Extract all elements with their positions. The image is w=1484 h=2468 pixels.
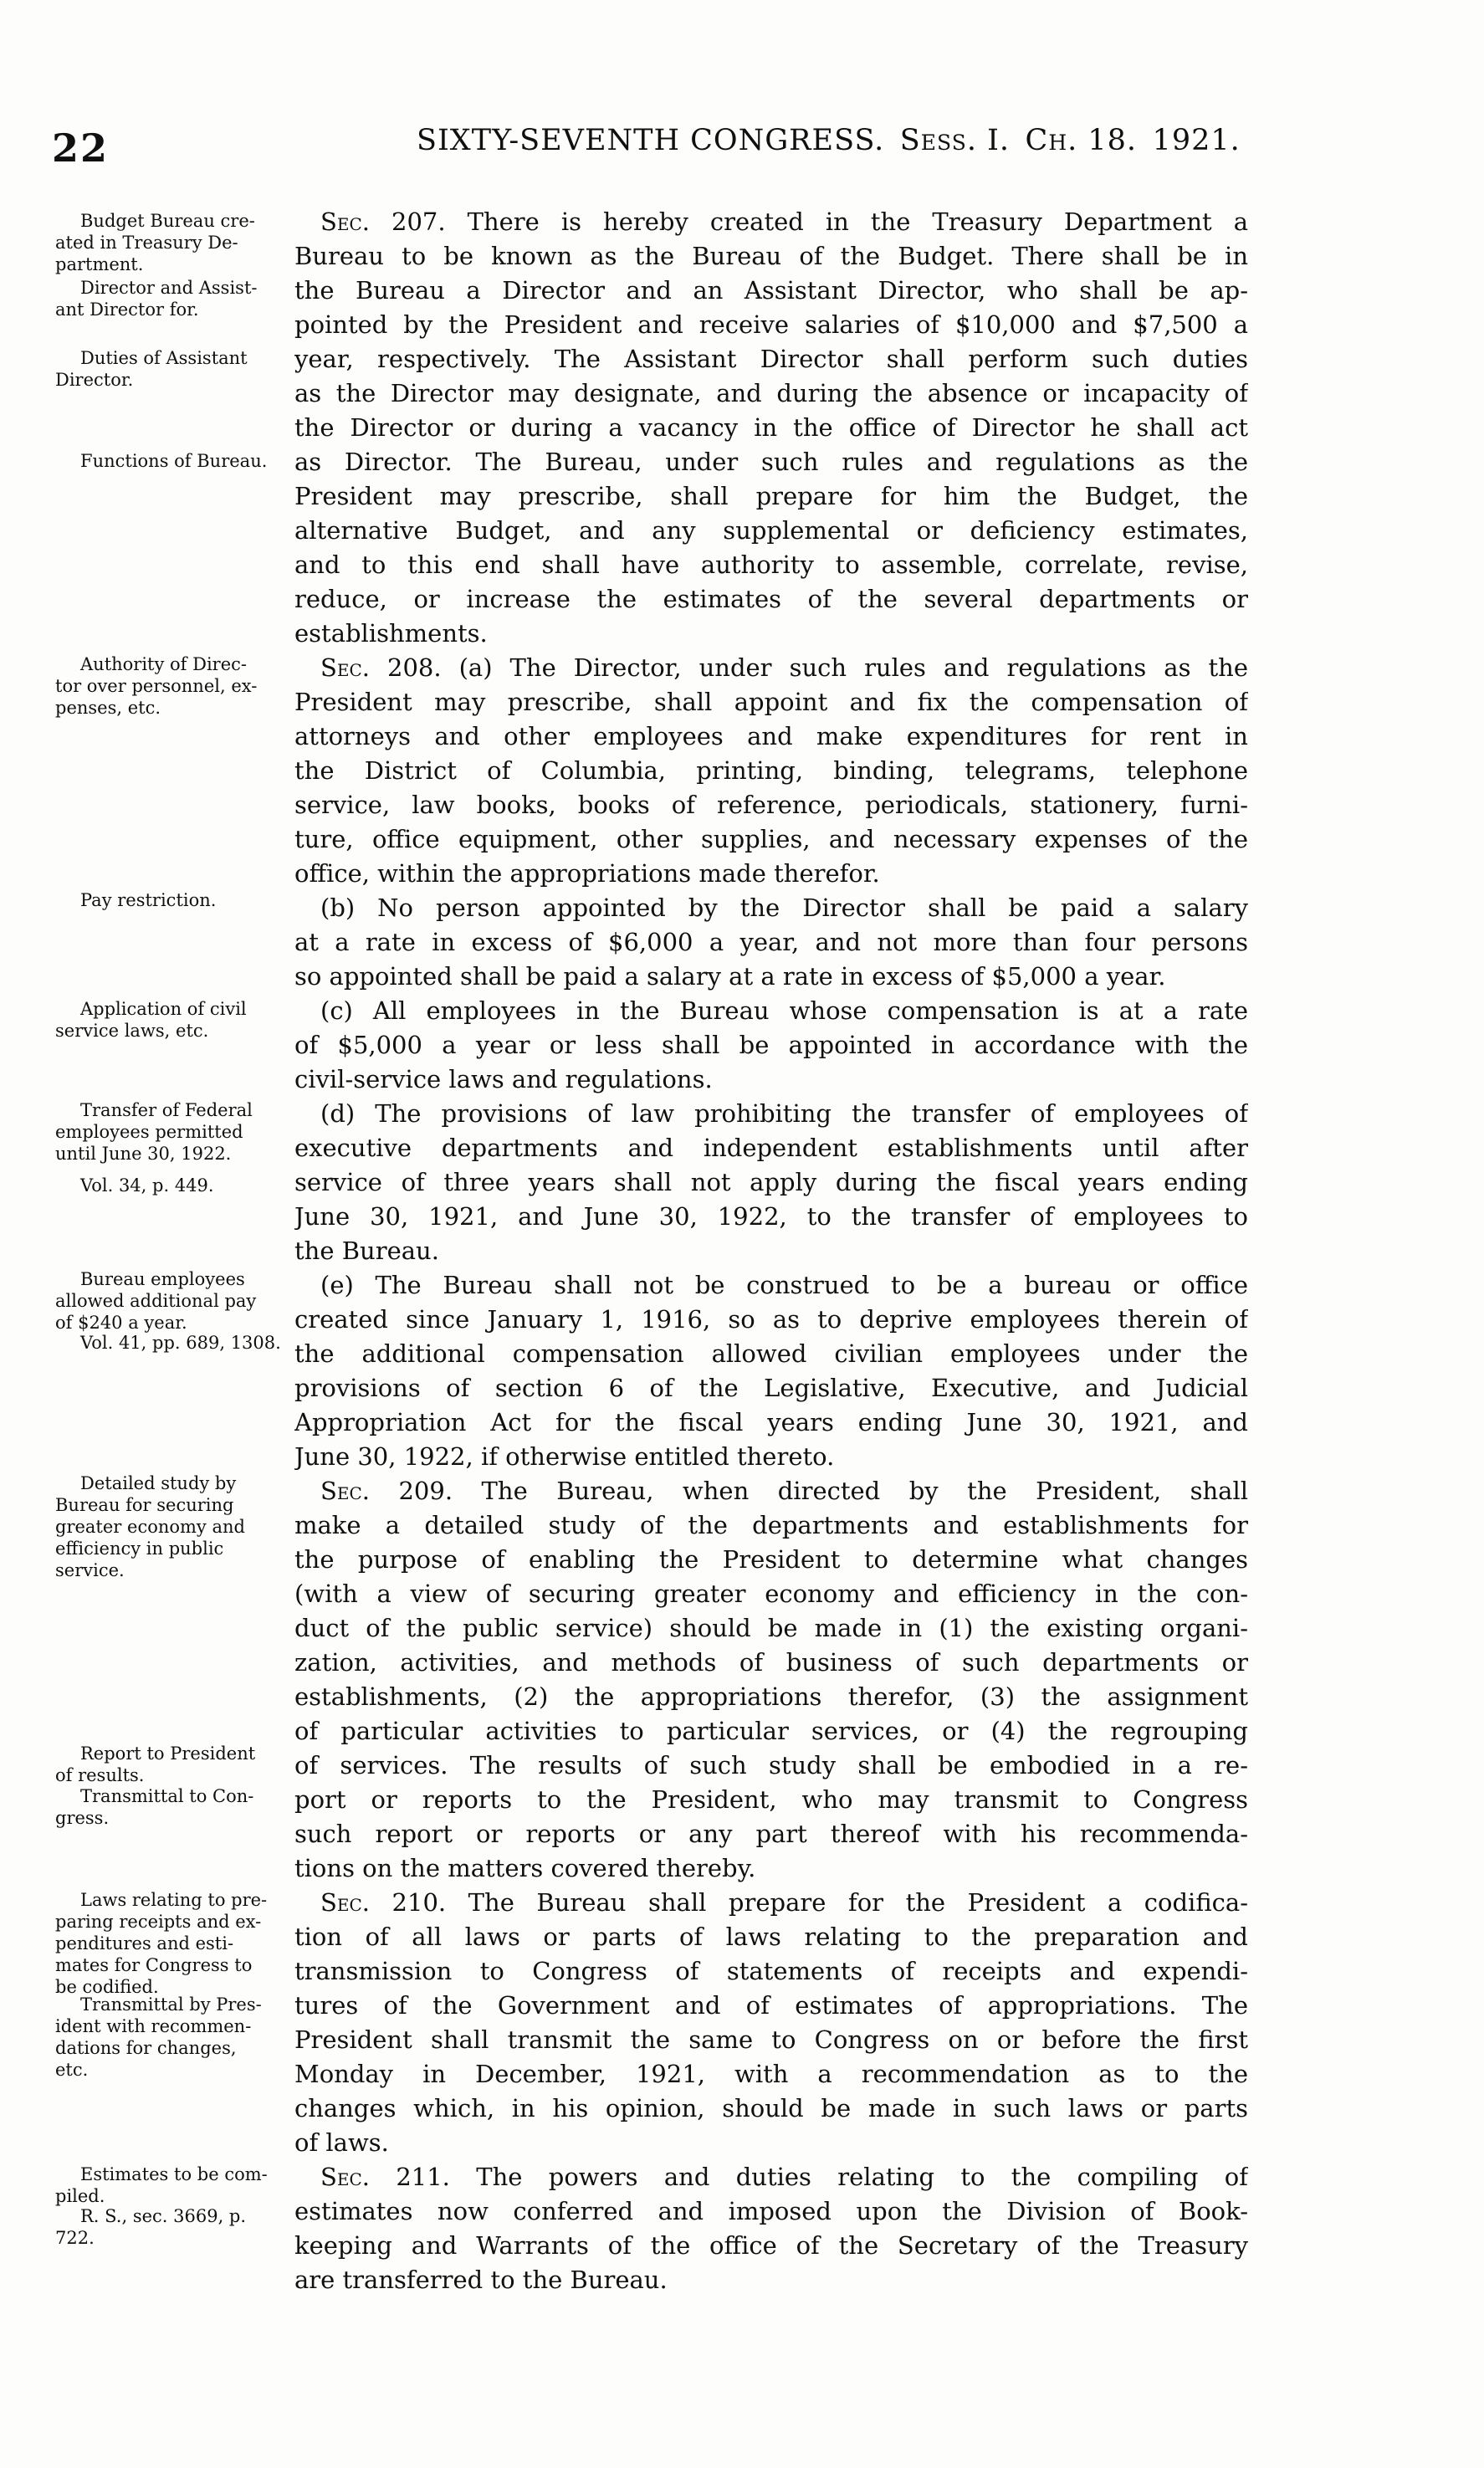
- body-line: created since January 1, 1916, so as to deprive employees therein of: [294, 1305, 1248, 1334]
- body-line: keeping and Warrants of the office of the Secretary of the Treasury: [294, 2231, 1248, 2260]
- body-line: Sec. 211. The powers and duties relating to the compiling of: [320, 2163, 1248, 2191]
- body-line: tures of the Government and of estimates of appropriations. The: [294, 1991, 1248, 2020]
- margin-note-line: R. S., sec. 3669, p.: [80, 2206, 247, 2226]
- margin-note: [55, 1889, 296, 1998]
- body-line: Appropriation Act for the fiscal years ending June 30, 1921, and: [294, 1408, 1248, 1436]
- body-line: reduce, or increase the estimates of the several departments or: [294, 585, 1248, 613]
- margin-note: [55, 1994, 296, 2081]
- body-line: transmission to Congress of statements of receipts and expendi-: [294, 1957, 1248, 1985]
- margin-note-line: paring receipts and ex-: [55, 1912, 262, 1932]
- margin-note-line: Vol. 41, pp. 689, 1308.: [80, 1333, 281, 1353]
- margin-note-line: Budget Bureau cre-: [80, 211, 255, 231]
- margin-note-line: gress.: [55, 1808, 110, 1828]
- section-number: Sec. 208.: [320, 653, 442, 682]
- body-line: tions on the matters covered thereby.: [294, 1854, 756, 1882]
- body-line: June 30, 1921, and June 30, 1922, to the transfer of employees to: [294, 1202, 1248, 1231]
- margin-note-line: dations for changes,: [55, 2038, 237, 2058]
- margin-note: [55, 1099, 296, 1165]
- body-line: pointed by the President and receive salaries of $10,000 and $7,500 a: [294, 310, 1248, 339]
- margin-note: [55, 2163, 296, 2207]
- body-line: Bureau to be known as the Bureau of the Budget. There shall be in: [294, 242, 1248, 270]
- margin-note-line: tor over personnel, ex-: [55, 676, 258, 696]
- body-line: provisions of section 6 of the Legislative, Executive, and Judicial: [294, 1374, 1248, 1402]
- body-line: Sec. 210. The Bureau shall prepare for the President a codifica-: [320, 1888, 1248, 1917]
- margin-note-line: allowed additional pay: [55, 1291, 257, 1311]
- body-line: service, law books, books of reference, periodicals, stationery, furni-: [294, 791, 1248, 819]
- margin-note-line: efficiency in public: [55, 1539, 224, 1559]
- margin-note-line: partment.: [55, 254, 144, 274]
- body-line: the District of Columbia, printing, binding, telegrams, telephone: [294, 756, 1248, 785]
- margin-note-line: Bureau for securing: [55, 1495, 234, 1515]
- body-line: of laws.: [294, 2128, 389, 2157]
- margin-note: [55, 277, 296, 320]
- margin-note-line: ident with recommen-: [55, 2016, 252, 2036]
- margin-note: [55, 653, 296, 719]
- margin-note: [55, 998, 296, 1042]
- body-line: civil-service laws and regulations.: [294, 1065, 713, 1093]
- margin-note: [55, 2205, 296, 2249]
- margin-note: [55, 1175, 296, 1196]
- margin-note-line: service laws, etc.: [55, 1021, 209, 1041]
- margin-note-line: Bureau employees: [80, 1269, 245, 1289]
- body-line: make a detailed study of the departments and establishments for: [294, 1511, 1248, 1539]
- margin-note-line: Estimates to be com-: [80, 2164, 268, 2184]
- section-number: Sec. 210.: [320, 1888, 447, 1917]
- margin-note-line: Laws relating to pre-: [80, 1890, 268, 1910]
- margin-note: [55, 1785, 296, 1829]
- margin-note: [55, 1268, 296, 1334]
- margin-note-line: Application of civil: [80, 999, 247, 1019]
- margin-note-line: of results.: [55, 1765, 145, 1785]
- section-number: Sec. 207.: [320, 207, 446, 236]
- body-line: attorneys and other employees and make expenditures for rent in: [294, 722, 1248, 750]
- header-title-part: SIXTY-SEVENTH CONGRESS.: [417, 124, 900, 157]
- margin-note-line: employees permitted: [55, 1122, 243, 1142]
- body-line: as Director. The Bureau, under such rules and regulations as the: [294, 448, 1248, 476]
- margin-note: [55, 347, 296, 391]
- body-line: (e) The Bureau shall not be construed to be a bureau or office: [320, 1271, 1248, 1299]
- margin-note-line: ant Director for.: [55, 300, 199, 320]
- margin-note: [55, 450, 296, 472]
- body-line: the Director or during a vacancy in the office of Director he shall act: [294, 413, 1248, 442]
- margin-note: [55, 1332, 296, 1354]
- page-number: 22: [52, 125, 110, 171]
- margin-note-line: Functions of Bureau.: [80, 451, 268, 471]
- margin-note-line: Vol. 34, p. 449.: [80, 1175, 214, 1196]
- margin-note-line: until June 30, 1922.: [55, 1144, 232, 1164]
- margin-note-line: piled.: [55, 2186, 105, 2206]
- margin-note-line: Report to President: [80, 1743, 256, 1764]
- body-line: of $5,000 a year or less shall be appointed in accordance with the: [294, 1031, 1248, 1059]
- margin-note-line: Director and Assist-: [80, 278, 258, 298]
- body-line: the additional compensation allowed civilian employees under the: [294, 1339, 1248, 1368]
- body-line: (d) The provisions of law prohibiting the transfer of employees of: [320, 1099, 1248, 1128]
- body-line: office, within the appropriations made therefor.: [294, 859, 880, 888]
- body-line: establishments, (2) the appropriations therefor, (3) the assignment: [294, 1682, 1248, 1711]
- body-line: the purpose of enabling the President to determine what changes: [294, 1545, 1248, 1574]
- body-line: service of three years shall not apply during the fiscal years ending: [294, 1168, 1248, 1196]
- body-line: President shall transmit the same to Congress on or before the first: [294, 2025, 1248, 2054]
- body-line: duct of the public service) should be made in (1) the existing organi-: [294, 1614, 1248, 1642]
- margin-note-line: Transmittal by Pres-: [80, 1994, 262, 2015]
- margin-note: [55, 1472, 296, 1581]
- body-text: [294, 205, 1248, 2297]
- margin-note-line: Duties of Assistant: [80, 348, 248, 368]
- body-line: alternative Budget, and any supplemental or deficiency estimates,: [294, 516, 1248, 545]
- body-line: Sec. 207. There is hereby created in the Treasury Department a: [320, 207, 1248, 236]
- margin-note-line: be codified.: [55, 1977, 159, 1997]
- body-line: such report or reports or any part thereof with his recommenda-: [294, 1820, 1248, 1848]
- margin-note-line: etc.: [55, 2060, 89, 2080]
- margin-note-line: penditures and esti-: [55, 1933, 234, 1953]
- margin-note-line: Authority of Direc-: [80, 654, 247, 674]
- margin-note-line: Transfer of Federal: [80, 1100, 253, 1120]
- body-line: the Bureau.: [294, 1237, 439, 1265]
- body-line: estimates now conferred and imposed upon the Division of Book-: [294, 2197, 1248, 2225]
- header-title-smallcaps-part: Sess. I.: [899, 124, 1026, 157]
- margin-note: [55, 210, 296, 275]
- margin-note-line: service.: [55, 1560, 125, 1580]
- body-line: the Bureau a Director and an Assistant Director, who shall be ap-: [294, 276, 1248, 305]
- body-line: President may prescribe, shall prepare for him the Budget, the: [294, 482, 1248, 510]
- body-line: changes which, in his opinion, should be made in such laws or parts: [294, 2094, 1248, 2122]
- body-line: (with a view of securing greater economy and efficiency in the con-: [294, 1580, 1248, 1608]
- body-line: port or reports to the President, who may transmit to Congress: [294, 1785, 1248, 1814]
- body-line: and to this end shall have authority to assemble, correlate, revise,: [294, 550, 1248, 579]
- margin-note: [55, 889, 296, 911]
- body-line: (b) No person appointed by the Director shall be paid a salary: [320, 893, 1248, 922]
- body-line: zation, activities, and methods of business of such departments or: [294, 1648, 1248, 1677]
- body-line: (c) All employees in the Bureau whose compensation is at a rate: [320, 996, 1248, 1025]
- body-line: are transferred to the Bureau.: [294, 2266, 668, 2294]
- header-title-smallcaps-part: Ch. 18.: [1025, 124, 1153, 157]
- margin-note-line: Director.: [55, 370, 134, 390]
- body-line: ture, office equipment, other supplies, and necessary expenses of the: [294, 825, 1248, 853]
- body-line: tion of all laws or parts of laws relating to the preparation and: [294, 1923, 1248, 1951]
- margin-note-line: of $240 a year.: [55, 1313, 187, 1333]
- margin-note-line: mates for Congress to: [55, 1955, 253, 1975]
- header-title-part: 1921.: [1152, 124, 1241, 157]
- body-line: of services. The results of such study shall be embodied in a re-: [294, 1751, 1248, 1779]
- margin-note-line: Pay restriction.: [80, 890, 217, 910]
- section-number: Sec. 209.: [320, 1477, 453, 1505]
- margin-note-line: Detailed study by: [80, 1473, 237, 1493]
- margin-note-line: ated in Treasury De-: [55, 233, 238, 253]
- body-line: executive departments and independent establishments until after: [294, 1134, 1248, 1162]
- body-line: so appointed shall be paid a salary at a rate in excess of $5,000 a year.: [294, 962, 1166, 991]
- margin-note-line: 722.: [55, 2228, 95, 2248]
- margin-note: [55, 1743, 296, 1786]
- section-number: Sec. 211.: [320, 2163, 450, 2191]
- body-line: June 30, 1922, if otherwise entitled thereto.: [294, 1442, 835, 1471]
- margin-note-line: penses, etc.: [55, 698, 161, 718]
- body-line: Sec. 209. The Bureau, when directed by the President, shall: [320, 1477, 1248, 1505]
- body-line: Sec. 208. (a) The Director, under such rules and regulations as the: [320, 653, 1248, 682]
- margin-note-line: Transmittal to Con-: [80, 1786, 254, 1806]
- body-line: Monday in December, 1921, with a recommendation as to the: [294, 2060, 1248, 2088]
- body-line: establishments.: [294, 619, 488, 648]
- body-line: President may prescribe, shall appoint and fix the compensation of: [294, 688, 1248, 716]
- body-line: year, respectively. The Assistant Director shall perform such duties: [294, 345, 1248, 373]
- margin-note-line: greater economy and: [55, 1517, 245, 1537]
- body-line: at a rate in excess of $6,000 a year, and not more than four persons: [294, 928, 1248, 956]
- body-line: as the Director may designate, and during the absence or incapacity of: [294, 379, 1248, 407]
- body-line: of particular activities to particular services, or (4) the regrouping: [294, 1717, 1248, 1745]
